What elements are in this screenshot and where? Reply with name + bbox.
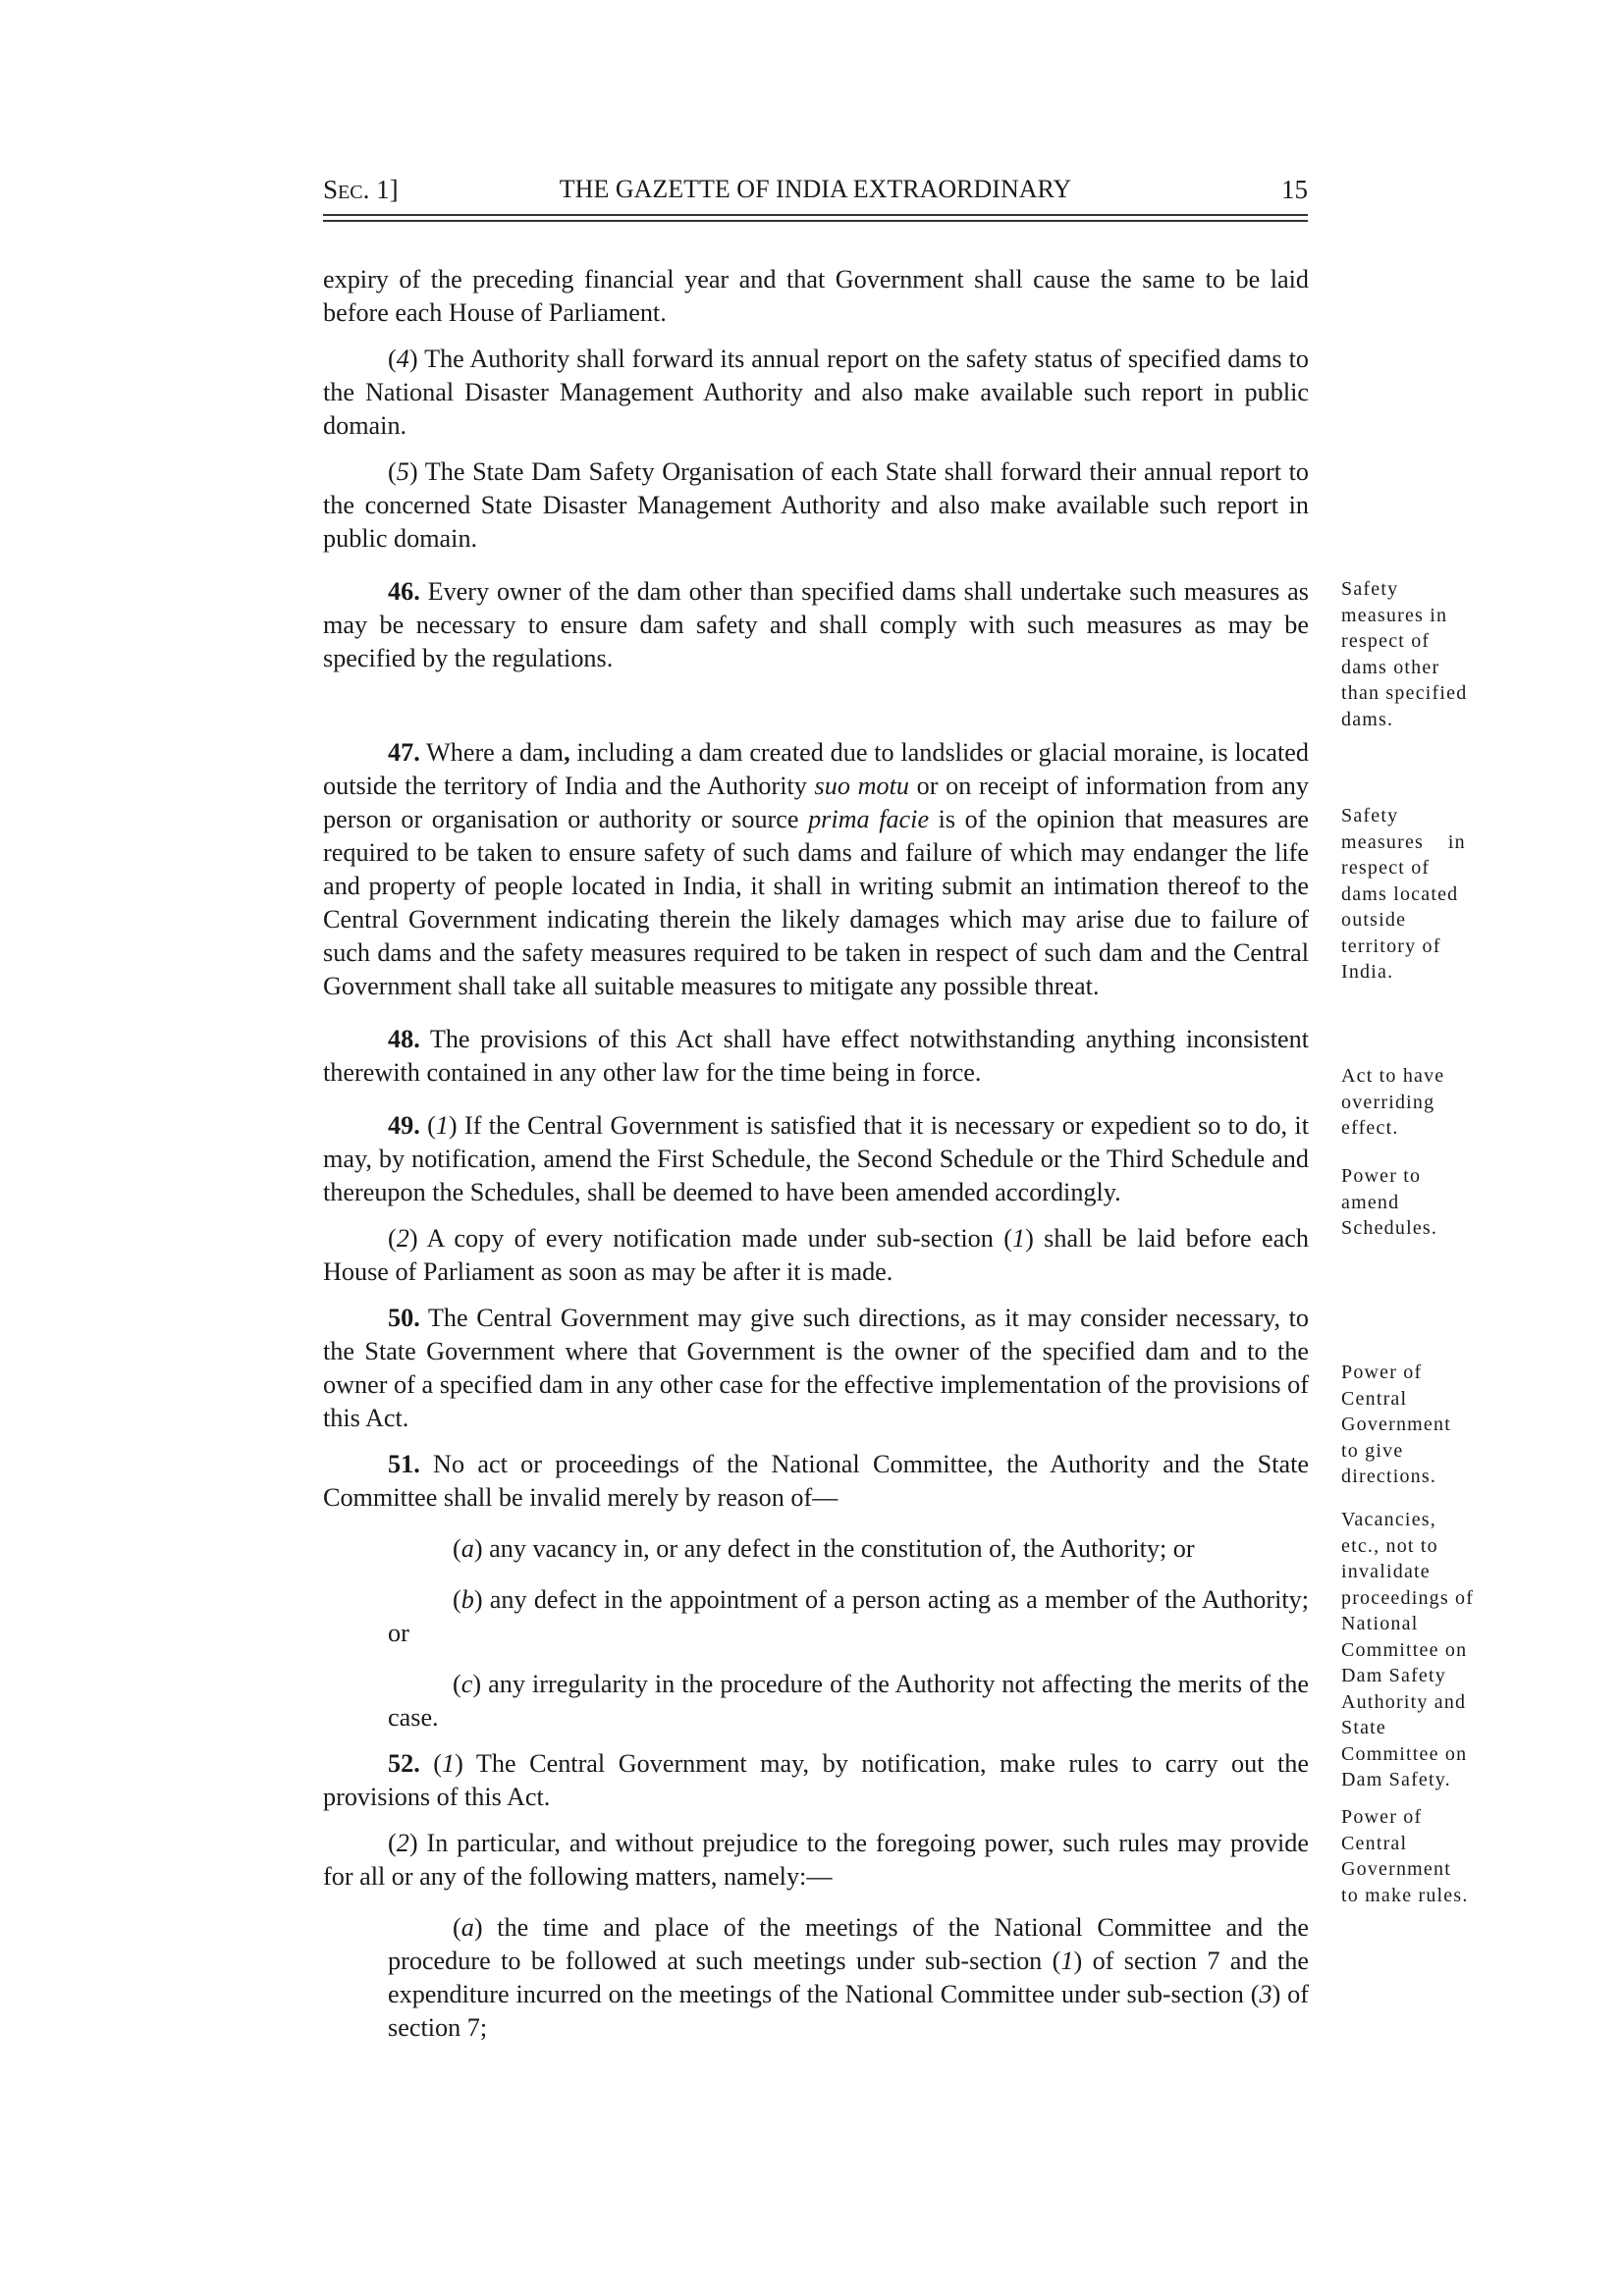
margin-note-49: Power to amend Schedules. xyxy=(1341,1165,1438,1239)
paragraph-continuation: expiry of the preceding financial year and that Government shall cause the same to be laid before each House of Parliament. xyxy=(323,265,1309,327)
section-50: 50. The Central Government may give such directions, as it may consider necessary, to the State Government where that Government is the owner of the specified dam and to the owner of a specified dam in any other case for the effective implementation of the provisions of this Act. xyxy=(323,1304,1309,1432)
page-header xyxy=(323,175,1308,210)
section-52-2: (2) In particular, and without prejudice to the foregoing power, such rules may provide for all or any of the following matters, namely:— xyxy=(323,1829,1309,1891)
section-51-b: (b) any defect in the appointment of a person acting as a member of the Authority; or xyxy=(388,1585,1309,1647)
section-49-1: 49. (1) If the Central Government is satisfied that it is necessary or expedient so to do, it may, by notification, amend the First Schedule, the Second Schedule or the Third Schedule and thereupon the Schedules, shall be deemed to have been amended accordingly. xyxy=(323,1111,1309,1206)
page-number: 15 xyxy=(1281,175,1308,204)
section-49-2: (2) A copy of every notification made under sub-section (1) shall be laid before each House of Parliament as soon as may be after it is made. xyxy=(323,1224,1309,1286)
margin-note-52: Power of Central Government to make rules. xyxy=(1341,1806,1469,1906)
section-51-a: (a) any vacancy in, or any defect in the constitution of, the Authority; or xyxy=(453,1534,1195,1563)
section-52-2-a: (a) the time and place of the meetings of the National Committee and the procedure to be followed at such meetings under sub-section (1) of section 7 and the expenditure incurred on the meetings of the National Committee under sub-section (3) of section 7; xyxy=(388,1913,1309,2042)
margin-note-46: Safety measures in respect of dams other than specified dams. xyxy=(1341,578,1468,730)
margin-note-50: Power of Central Government to give directions. xyxy=(1341,1362,1451,1487)
section-52-1: 52. (1) The Central Government may, by notification, make rules to carry out the provisions of this Act. xyxy=(323,1749,1309,1811)
section-51: 51. No act or proceedings of the National Committee, the Authority and the State Committee shall be invalid merely by reason of— xyxy=(323,1450,1309,1512)
section-51-c: (c) any irregularity in the procedure of the Authority not affecting the merits of the case. xyxy=(388,1670,1309,1732)
section-46: 46. Every owner of the dam other than specified dams shall undertake such measures as may be necessary to ensure dam safety and shall comply with such measures as may be specified by the regulations. xyxy=(323,577,1309,672)
margin-note-47: Safety measures in respect of dams located outside territory of India. xyxy=(1341,805,1466,983)
margin-note-51: Vacancies, etc., not to invalidate proceedings of National Committee on Dam Safety Authority and State Committee on Dam Safety. xyxy=(1341,1509,1475,1790)
margin-note-48: Act to have overriding effect. xyxy=(1341,1065,1445,1139)
gazette-title: THE GAZETTE OF INDIA EXTRAORDINARY xyxy=(559,175,1072,203)
paragraph-45-4: (4) The Authority shall forward its annual report on the safety status of specified dams to the National Disaster Management Authority and also make available such report in public domain. xyxy=(323,345,1309,440)
paragraph-45-5: (5) The State Dam Safety Organisation of each State shall forward their annual report to the concerned State Disaster Management Authority and also make available such report in public domain. xyxy=(323,457,1309,553)
header-rule-top xyxy=(323,214,1308,216)
body-text xyxy=(323,263,1309,2057)
header-rule-bottom xyxy=(323,220,1308,222)
section-47: 47. Where a dam, including a dam created due to landslides or glacial moraine, is located outside the territory of India and the Authority suo motu or on receipt of information from any person or organisation or authority or source prima facie is of the opinion that measures are required to be taken to ensure safety of such dams and failure of which may endanger the life and property of people located in India, it shall in writing submit an intimation thereof to the Central Government indicating therein the likely damages which may arise due to failure of such dams and the safety measures required to be taken in respect of such dam and the Central Government shall take all suitable measures to mitigate any possible threat. xyxy=(323,738,1309,1000)
section-48: 48. The provisions of this Act shall have effect notwithstanding anything inconsistent therewith contained in any other law for the time being in force. xyxy=(323,1025,1309,1087)
section-label: SEC. 1] xyxy=(323,175,399,204)
